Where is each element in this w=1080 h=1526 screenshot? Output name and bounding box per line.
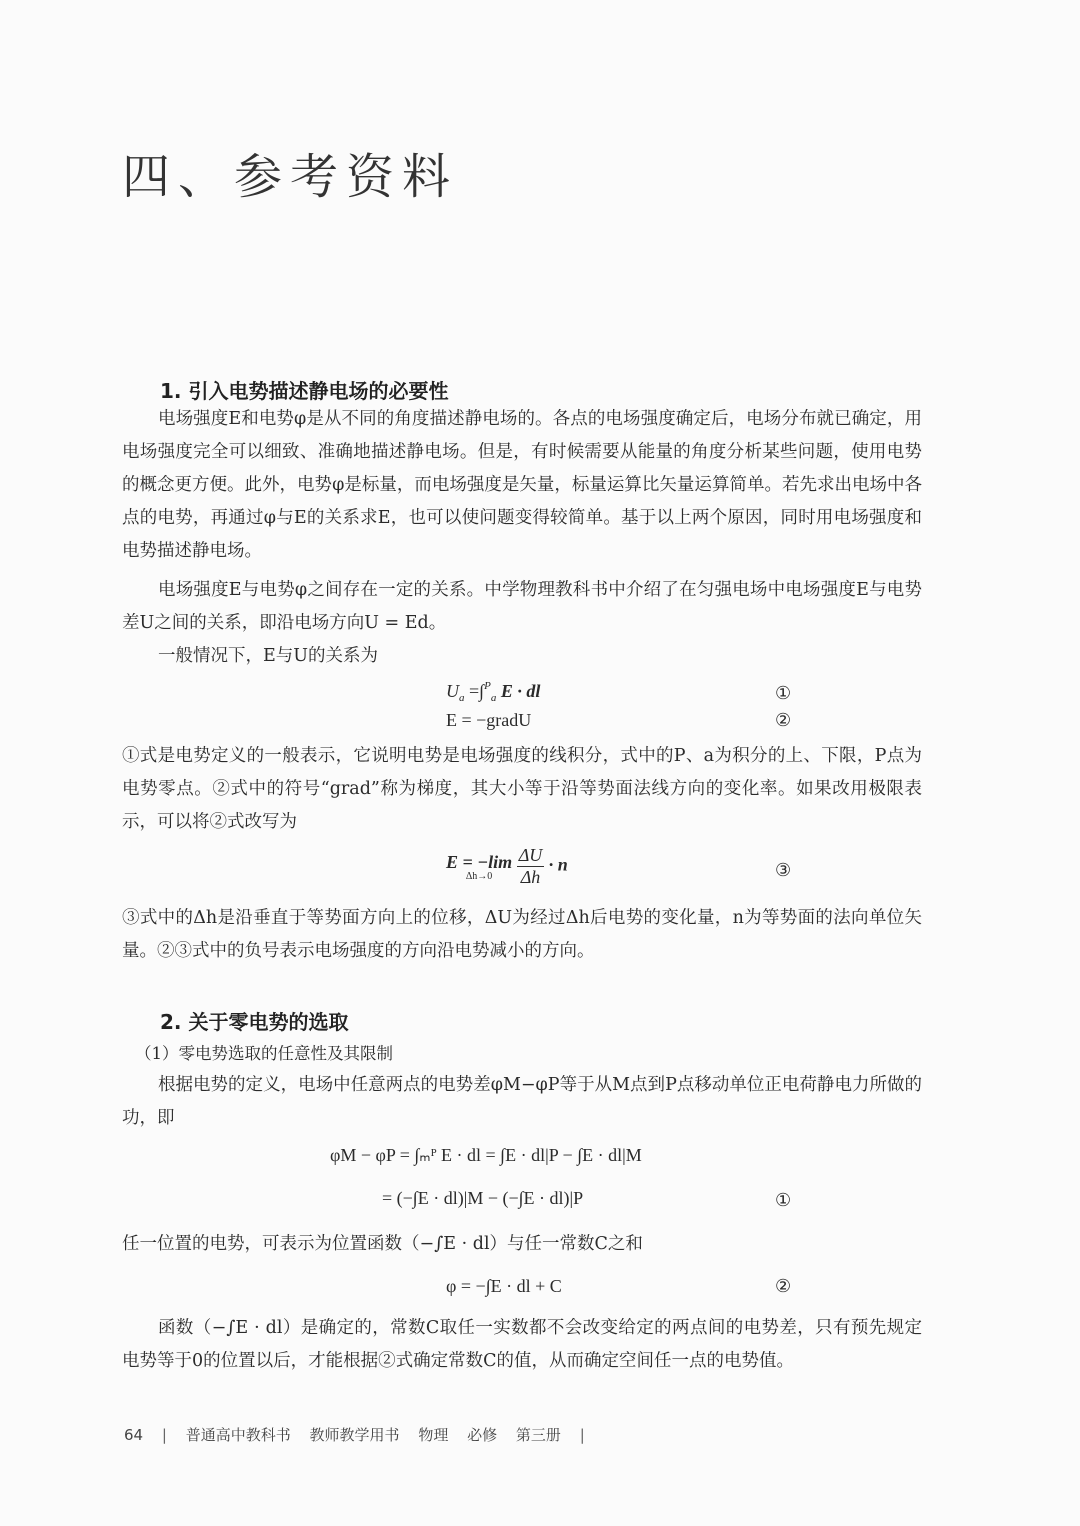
eq-upper-limit: P	[484, 680, 491, 692]
eq-lower-limit: a	[490, 692, 497, 704]
section-2-paragraph-3: 函数（−∫E · dl）是确定的，常数C取任一实数都不会改变给定的两点间的电势差，只有预先规定电势等于0的位置以后，才能根据②式确定常数C的值，从而确定空间任一点的电势值。	[122, 1318, 922, 1371]
section-1-paragraph-4: ①式是电势定义的一般表示，它说明电势是电场强度的线积分，式中的P、a为积分的上、下限，P点为电势零点。②式中的符号“grad”称为梯度，其大小等于沿等势面法线方向的变化率。如果改用极限表示，可以将②式改写为	[122, 746, 922, 832]
footer-book: 普通高中教科书	[185, 1426, 291, 1444]
section-2-paragraph-2: 任一位置的电势，可表示为位置函数（−∫E · dl）与任一常数C之和	[122, 1234, 643, 1254]
divider: |	[161, 1426, 167, 1444]
section-2-subheading: （1）零电势选取的任意性及其限制	[135, 1044, 393, 1063]
section-1-heading: 1. 引入电势描述静电场的必要性	[160, 379, 449, 403]
eq-rhs: · n	[548, 854, 568, 875]
chapter-title: 四、参考资料	[122, 149, 459, 205]
eq-subscript: a	[459, 692, 465, 704]
equation-2-1-line-1: φM − φP = ∫ₘᴾ E · dl = ∫E · dl|P − ∫E · dl|M	[330, 1145, 642, 1165]
equation-number: ③	[775, 860, 792, 881]
section-1-paragraph-1: 电场强度E和电势φ是从不同的角度描述静电场的。各点的电场强度确定后，电场分布就已确定，用电场强度完全可以细致、准确地描述静电场。但是，有时候需要从能量的角度分析某些问题，使用电势的概念更方便。此外，电势φ是标量，而电场强度是矢量，标量运算比矢量运算简单。若先求出电场中各点的电势，再通过φ与E的关系求E，也可以使问题变得较简单。基于以上两个原因，同时用电场强度和电势描述静电场。	[122, 409, 922, 561]
section-2-heading: 2. 关于零电势的选取	[160, 1010, 349, 1034]
equation-2-2: φ = −∫E · dl + C	[446, 1276, 562, 1296]
eq-lhs: E = −lim	[446, 851, 513, 872]
page-footer	[124, 1424, 599, 1445]
equation-1-1	[446, 680, 540, 704]
eq-numerator: ΔU	[518, 845, 543, 865]
equation-number: ②	[775, 710, 792, 731]
section-1-paragraph-3: 一般情况下，E与U的关系为	[158, 646, 379, 666]
eq-integral: =∫	[469, 681, 485, 701]
eq-lhs: U	[446, 681, 459, 701]
page-number: 64	[124, 1426, 144, 1444]
equation-number: ②	[775, 1276, 792, 1297]
equation-1-2: E = −gradU	[446, 710, 532, 730]
footer-volume: 第三册	[515, 1426, 561, 1444]
section-1-paragraph-5: ③式中的Δh是沿垂直于等势面方向上的位移，ΔU为经过Δh后电势的变化量，n为等势面的法向单位矢量。②③式中的负号表示电场强度的方向沿电势减小的方向。	[122, 908, 922, 961]
equation-number: ①	[775, 683, 792, 704]
footer-subject: 物理	[418, 1426, 449, 1444]
equation-number: ①	[775, 1190, 792, 1211]
section-1-paragraph-2: 电场强度E与电势φ之间存在一定的关系。中学物理教科书中介绍了在匀强电场中电场强度E与电势差U之间的关系，即沿电场方向U = Ed。	[122, 580, 922, 633]
eq-rhs: E · dl	[500, 681, 541, 701]
footer-module: 必修	[467, 1426, 498, 1444]
section-2-paragraph-1: 根据电势的定义，电场中任意两点的电势差φM−φP等于从M点到P点移动单位正电荷静电力所做的功，即	[122, 1075, 922, 1128]
eq-fraction	[517, 845, 545, 888]
footer-type: 教师教学用书	[309, 1426, 400, 1444]
equation-2-1-line-2: = (−∫E · dl)|M − (−∫E · dl)|P	[382, 1188, 584, 1208]
eq-denominator: Δh	[520, 867, 541, 887]
eq-limit-subscript: Δh→0	[465, 870, 493, 882]
equation-1-3	[446, 845, 568, 888]
divider: |	[579, 1426, 585, 1444]
